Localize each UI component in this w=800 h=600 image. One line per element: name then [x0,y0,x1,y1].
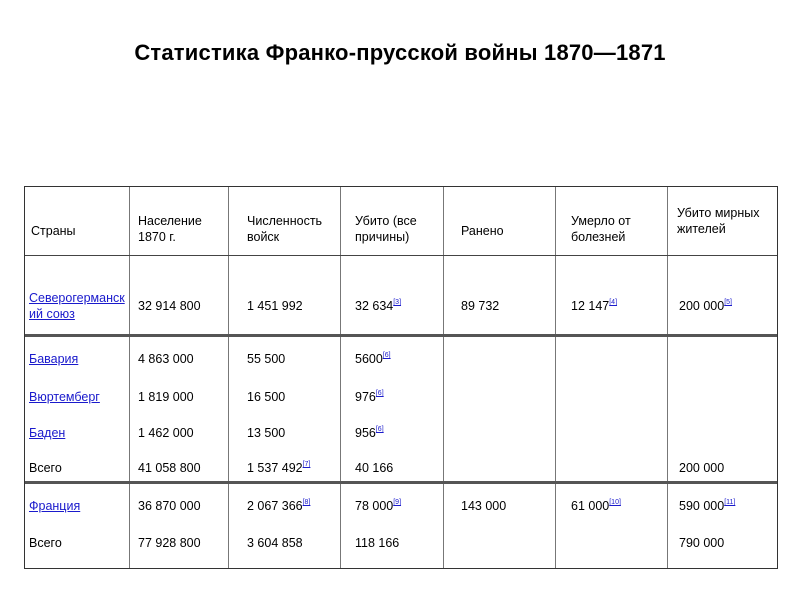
header-population: Население 1870 г. [138,214,202,244]
country-link-france[interactable]: Франция [29,499,81,513]
reference-link[interactable]: [4] [609,299,618,306]
reference-link[interactable]: [6] [382,352,391,359]
troops-value [247,498,310,514]
total-label: Всего [29,536,62,550]
killed-value [355,298,401,314]
killed-value: 40 166 [355,461,394,475]
country-link-wurttemberg[interactable]: Вюртемберг [29,390,100,404]
population-value: 1 462 000 [138,426,194,440]
troops-number: 2 067 366 [247,499,303,513]
reference-link[interactable]: [8] [302,499,311,506]
wounded-value: 89 732 [461,299,500,313]
reference-link[interactable]: [6] [375,390,384,397]
column-divider [340,187,341,568]
reference-link[interactable]: [5] [724,299,732,306]
reference-link[interactable]: [10] [609,499,621,506]
civilians-number: 200 000 [679,299,725,313]
row-divider [25,334,777,337]
civilians-number: 590 000 [679,499,725,513]
troops-number: 1 537 492 [247,461,303,475]
header-civilians: Убито мирных жителей [677,206,760,236]
header-countries: Страны [31,224,76,238]
wounded-value: 143 000 [461,499,507,513]
header-killed: Убито (все причины) [355,214,417,244]
killed-value [355,351,391,367]
troops-value: 55 500 [247,352,286,366]
troops-value [247,460,310,476]
killed-value [355,389,384,405]
killed-value [355,425,384,441]
column-divider [443,187,444,568]
reference-link[interactable]: [9] [393,499,402,506]
killed-value [355,498,401,514]
country-link-bavaria[interactable]: Бавария [29,352,79,366]
row-divider [25,255,777,256]
reference-link[interactable]: [3] [393,299,402,306]
disease-number: 12 147 [571,299,610,313]
civilians-value: 790 000 [679,536,725,550]
killed-number: 32 634 [355,299,394,313]
reference-link[interactable]: [11] [724,499,736,506]
disease-value [571,498,621,514]
row-divider [25,481,777,484]
killed-number: 78 000 [355,499,394,513]
column-divider [129,187,130,568]
population-value: 4 863 000 [138,352,194,366]
civilians-value: 200 000 [679,461,725,475]
header-wounded: Ранено [461,224,504,238]
war-statistics-table [24,186,778,569]
column-divider [228,187,229,568]
civilians-value [679,498,735,514]
disease-value [571,298,617,314]
header-troops: Численность войск [247,214,323,244]
killed-number: 956 [355,426,376,440]
column-divider [667,187,668,568]
troops-value: 3 604 858 [247,536,303,550]
killed-number: 976 [355,390,376,404]
population-value: 77 928 800 [138,536,201,550]
troops-value: 16 500 [247,390,286,404]
reference-link[interactable]: [7] [302,461,311,468]
population-value: 32 914 800 [138,299,201,313]
troops-value: 13 500 [247,426,286,440]
population-value: 36 870 000 [138,499,201,513]
population-value: 1 819 000 [138,390,194,404]
population-value: 41 058 800 [138,461,201,475]
country-link-north-german-confederation[interactable]: Северогерманский союз [29,291,125,321]
column-divider [555,187,556,568]
killed-value: 118 166 [355,536,400,550]
page-title: Статистика Франко-прусской войны 1870—1871 [134,40,666,65]
killed-number: 5600 [355,352,383,366]
total-label: Всего [29,461,62,475]
reference-link[interactable]: [6] [375,426,384,433]
troops-value: 1 451 992 [247,299,303,313]
civilians-value [679,298,732,314]
country-link-baden[interactable]: Баден [29,426,66,440]
disease-number: 61 000 [571,499,610,513]
header-disease: Умерло от болезней [571,214,631,244]
